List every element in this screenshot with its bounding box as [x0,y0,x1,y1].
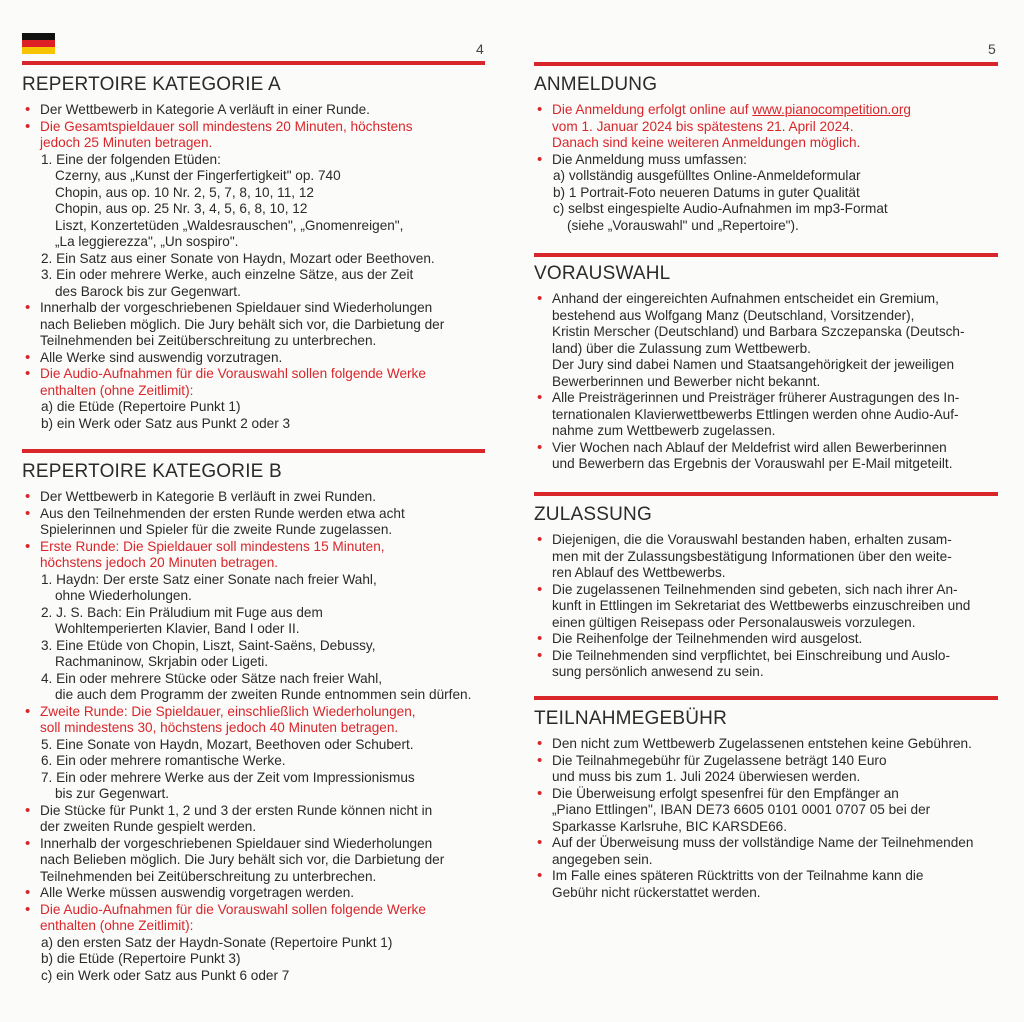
bullet-list [534,532,1009,681]
section-rule [534,253,998,257]
list-item: • Alle Preisträgerinnen und Preisträger früherer Austragungen des In- ternationalen Klavierwettbewerbs Ettlingen werden ohne Audio-Auf- nahme zum Wettbewerb zugelassen. [534,390,1009,440]
list-item: • Die Anmeldung muss umfassen: a) vollständig ausgefülltes Online-Anmeldeformular b) 1 Portrait-Foto neueren Datums in guter Qualität c) selbst eingespielte Audio-Aufnahmen im mp3-Format (siehe „Vorauswahl" und „Repertoire"). [534,152,1004,235]
list-item: • Der Wettbewerb in Kategorie B verläuft in zwei Runden. [22,489,497,506]
flag-stripe-gold [22,47,55,54]
sub-list: a) die Etüde (Repertoire Punkt 1) b) ein Werk oder Satz aus Punkt 2 oder 3 [41,399,291,431]
list-item: • Die zugelassenen Teilnehmenden sind gebeten, sich nach ihrer An- kunft in Ettlingen im Sekretariat des Wettbewerbs einzuschreiben und einen gültigen Reisepass oder Personalausweis vorzulegen. [534,582,1009,632]
list-item: • Aus den Teilnehmenden der ersten Runde werden etwa acht Spielerinnen und Spieler für die zweite Runde zugelassen. [22,506,497,539]
left-page [0,0,510,1022]
section-rule [534,62,998,66]
section-rule [22,61,485,65]
website-link[interactable]: www.pianocompetition.org [752,102,911,117]
section-title: VORAUSWAHL [534,263,671,284]
list-item: • Die Teilnahmegebühr für Zugelassene beträgt 140 Euro und muss bis zum 1. Juli 2024 überwiesen werden. [534,753,1009,786]
list-item: • Innerhalb der vorgeschriebenen Spieldauer sind Wiederholungen nach Belieben möglich. Die Jury behält sich vor, die Darbietung der Teilnehmenden bei Zeitüberschreitung zu unterbrechen. [22,300,492,350]
list-item: • Alle Werke sind auswendig vorzutragen. [22,350,492,367]
bullet-list [22,489,497,984]
sub-list: 1. Eine der folgenden Etüden: Czerny, aus „Kunst der Fingerfertigkeit" op. 740 Chopin, aus op. 10 Nr. 2, 5, 7, 8, 10, 11, 12 Chopin, aus op. 25 Nr. 3, 4, 5, 6, 8, 10, 12 Liszt, Konzertetüden „Waldesrauschen", „Gnomenreigen", „La leggierezza", „Un sospiro". 2. Ein Satz aus einer Sonate von Haydn, Mozart oder Beethoven. 3. Ein oder mehrere Werke, auch einzelne Sätze, aus der Zeit des Barock bis zur Gegenwart. [41,151,435,299]
flag-stripe-black [22,33,55,40]
german-flag-icon [22,33,55,54]
right-page [510,0,1024,1022]
section-zulassung [534,504,1009,681]
list-item: • Innerhalb der vorgeschriebenen Spieldauer sind Wiederholungen nach Belieben möglich. Die Jury behält sich vor, die Darbietung der Teilnehmenden bei Zeitüberschreitung zu unterbrechen. [22,836,497,886]
list-item: • Erste Runde: Die Spieldauer soll mindestens 15 Minuten, höchstens jedoch 20 Minuten betragen. 1. Haydn: Der erste Satz einer Sonate nach freier Wahl, ohne Wiederholungen. 2. J. S. Bach: Ein Präludium mit Fuge aus dem Wohltemperierten Klavier, Band I oder II. 3. Eine Etüde von Chopin, Liszt, Saint-Saëns, Debussy, Rachmaninow, Skrjabin oder Ligeti. 4. Ein oder mehrere Stücke oder Sätze nach freier Wahl, die auch dem Programm der zweiten Runde entnommen sein dürfen. [22,539,497,704]
sub-list: a) vollständig ausgefülltes Online-Anmeldeformular b) 1 Portrait-Foto neueren Datums in guter Qualität c) selbst eingespielte Audio-Aufnahmen im mp3-Format (siehe „Vorauswahl" und „Repertoire"). [553,168,888,233]
section-title: ZULASSUNG [534,504,652,525]
section-rule [534,492,998,496]
flag-stripe-red [22,40,55,47]
list-item: • Im Falle eines späteren Rücktritts von der Teilnahme kann die Gebühr nicht rückerstattet werden. [534,868,1009,901]
list-item: • Anhand der eingereichten Aufnahmen entscheidet ein Gremium, bestehend aus Wolfgang Manz (Deutschland, Vorsitzender), Kristin Merscher (Deutschland) und Barbara Szczepanska (Deutsch- land) über die Zulassung zum Wettbewerb. Der Jury sind dabei Namen und Staatsangehörigkeit der jeweiligen Bewerberinnen und Bewerber nicht bekannt. [534,291,1009,390]
list-item: • Vier Wochen nach Ablauf der Meldefrist wird allen Bewerberinnen und Bewerbern das Ergebnis der Vorauswahl per E-Mail mitgeteilt. [534,440,1009,473]
list-item: • Auf der Überweisung muss der vollständige Name der Teilnehmenden angegeben sein. [534,835,1009,868]
page-number-left: 4 [476,41,484,57]
bullet-list [534,736,1009,901]
list-item: • Der Wettbewerb in Kategorie A verläuft in einer Runde. [22,102,492,119]
list-item: • Den nicht zum Wettbewerb Zugelassenen entstehen keine Gebühren. [534,736,1009,753]
sub-list: a) den ersten Satz der Haydn-Sonate (Repertoire Punkt 1) b) die Etüde (Repertoire Punkt 3) c) ein Werk oder Satz aus Punkt 6 oder 7 [41,934,393,983]
list-item: • Die Gesamtspieldauer soll mindestens 20 Minuten, höchstens jedoch 25 Minuten betragen. 1. Eine der folgenden Etüden: Czerny, aus „Kunst der Fingerfertigkeit" op. 740 Chopin, aus op. 10 Nr. 2, 5, 7, 8, 10, 11, 12 Chopin, aus op. 25 Nr. 3, 4, 5, 6, 8, 10, 12 Liszt, Konzertetüden „Waldesrauschen", „Gnomenreigen", „La leggierezza", „Un sospiro". 2. Ein Satz aus einer Sonate von Haydn, Mozart oder Beethoven. 3. Ein oder mehrere Werke, auch einzelne Sätze, aus der Zeit des Barock bis zur Gegenwart. [22,119,492,301]
section-rule [534,696,998,700]
list-item: • Die Stücke für Punkt 1, 2 und 3 der ersten Runde können nicht in der zweiten Runde gespielt werden. [22,803,497,836]
list-item: • Diejenigen, die die Vorauswahl bestanden haben, erhalten zusam- men mit der Zulassungsbestätigung Informationen über den weite- ren Ablauf des Wettbewerbs. [534,532,1009,582]
list-item: • Die Audio-Aufnahmen für die Vorauswahl sollen folgende Werke enthalten (ohne Zeitlimit): a) die Etüde (Repertoire Punkt 1) b) ein Werk oder Satz aus Punkt 2 oder 3 [22,366,492,432]
section-title: REPERTOIRE KATEGORIE A [22,74,281,95]
bullet-list [534,102,1004,234]
list-item: • Die Anmeldung erfolgt online auf www.pianocompetition.org vom 1. Januar 2024 bis spätestens 21. April 2024. Danach sind keine weiteren Anmeldungen möglich. [534,102,1004,152]
section-kategorie-b [22,461,497,984]
section-rule [22,449,485,453]
sub-list: 1. Haydn: Der erste Satz einer Sonate nach freier Wahl, ohne Wiederholungen. 2. J. S. Bach: Ein Präludium mit Fuge aus dem Wohltemperierten Klavier, Band I oder II. 3. Eine Etüde von Chopin, Liszt, Saint-Saëns, Debussy, Rachmaninow, Skrjabin oder Ligeti. 4. Ein oder mehrere Stücke oder Sätze nach freier Wahl, die auch dem Programm der zweiten Runde entnommen sein dürfen. [41,571,472,702]
list-item: • Zweite Runde: Die Spieldauer, einschließlich Wiederholungen, soll mindestens 30, höchstens jedoch 40 Minuten betragen. 5. Eine Sonate von Haydn, Mozart, Beethoven oder Schubert. 6. Ein oder mehrere romantische Werke. 7. Ein oder mehrere Werke aus der Zeit vom Impressionismus bis zur Gegenwart. [22,704,497,803]
bullet-list [534,291,1009,473]
section-anmeldung [534,74,1004,234]
bullet-list [22,102,492,432]
list-item: • Die Überweisung erfolgt spesenfrei für den Empfänger an „Piano Ettlingen", IBAN DE73 6605 0101 0001 0707 05 bei der Sparkasse Karlsruhe, BIC KARSDE66. [534,786,1009,836]
section-teilnahmegebuehr [534,708,1009,901]
sub-list: 5. Eine Sonate von Haydn, Mozart, Beethoven oder Schubert. 6. Ein oder mehrere romantische Werke. 7. Ein oder mehrere Werke aus der Zeit vom Impressionismus bis zur Gegenwart. [41,736,415,801]
section-title: ANMELDUNG [534,74,658,95]
section-title: TEILNAHMEGEBÜHR [534,708,728,729]
page-number-right: 5 [988,41,996,57]
section-title: REPERTOIRE KATEGORIE B [22,461,282,482]
list-item: • Alle Werke müssen auswendig vorgetragen werden. [22,885,497,902]
section-vorauswahl [534,263,1009,473]
list-item: • Die Reihenfolge der Teilnehmenden wird ausgelost. [534,631,1009,648]
section-kategorie-a [22,74,492,432]
list-item: • Die Teilnehmenden sind verpflichtet, bei Einschreibung und Auslo- sung persönlich anwesend zu sein. [534,648,1009,681]
list-item: • Die Audio-Aufnahmen für die Vorauswahl sollen folgende Werke enthalten (ohne Zeitlimit): a) den ersten Satz der Haydn-Sonate (Repertoire Punkt 1) b) die Etüde (Repertoire Punkt 3) c) ein Werk oder Satz aus Punkt 6 oder 7 [22,902,497,985]
